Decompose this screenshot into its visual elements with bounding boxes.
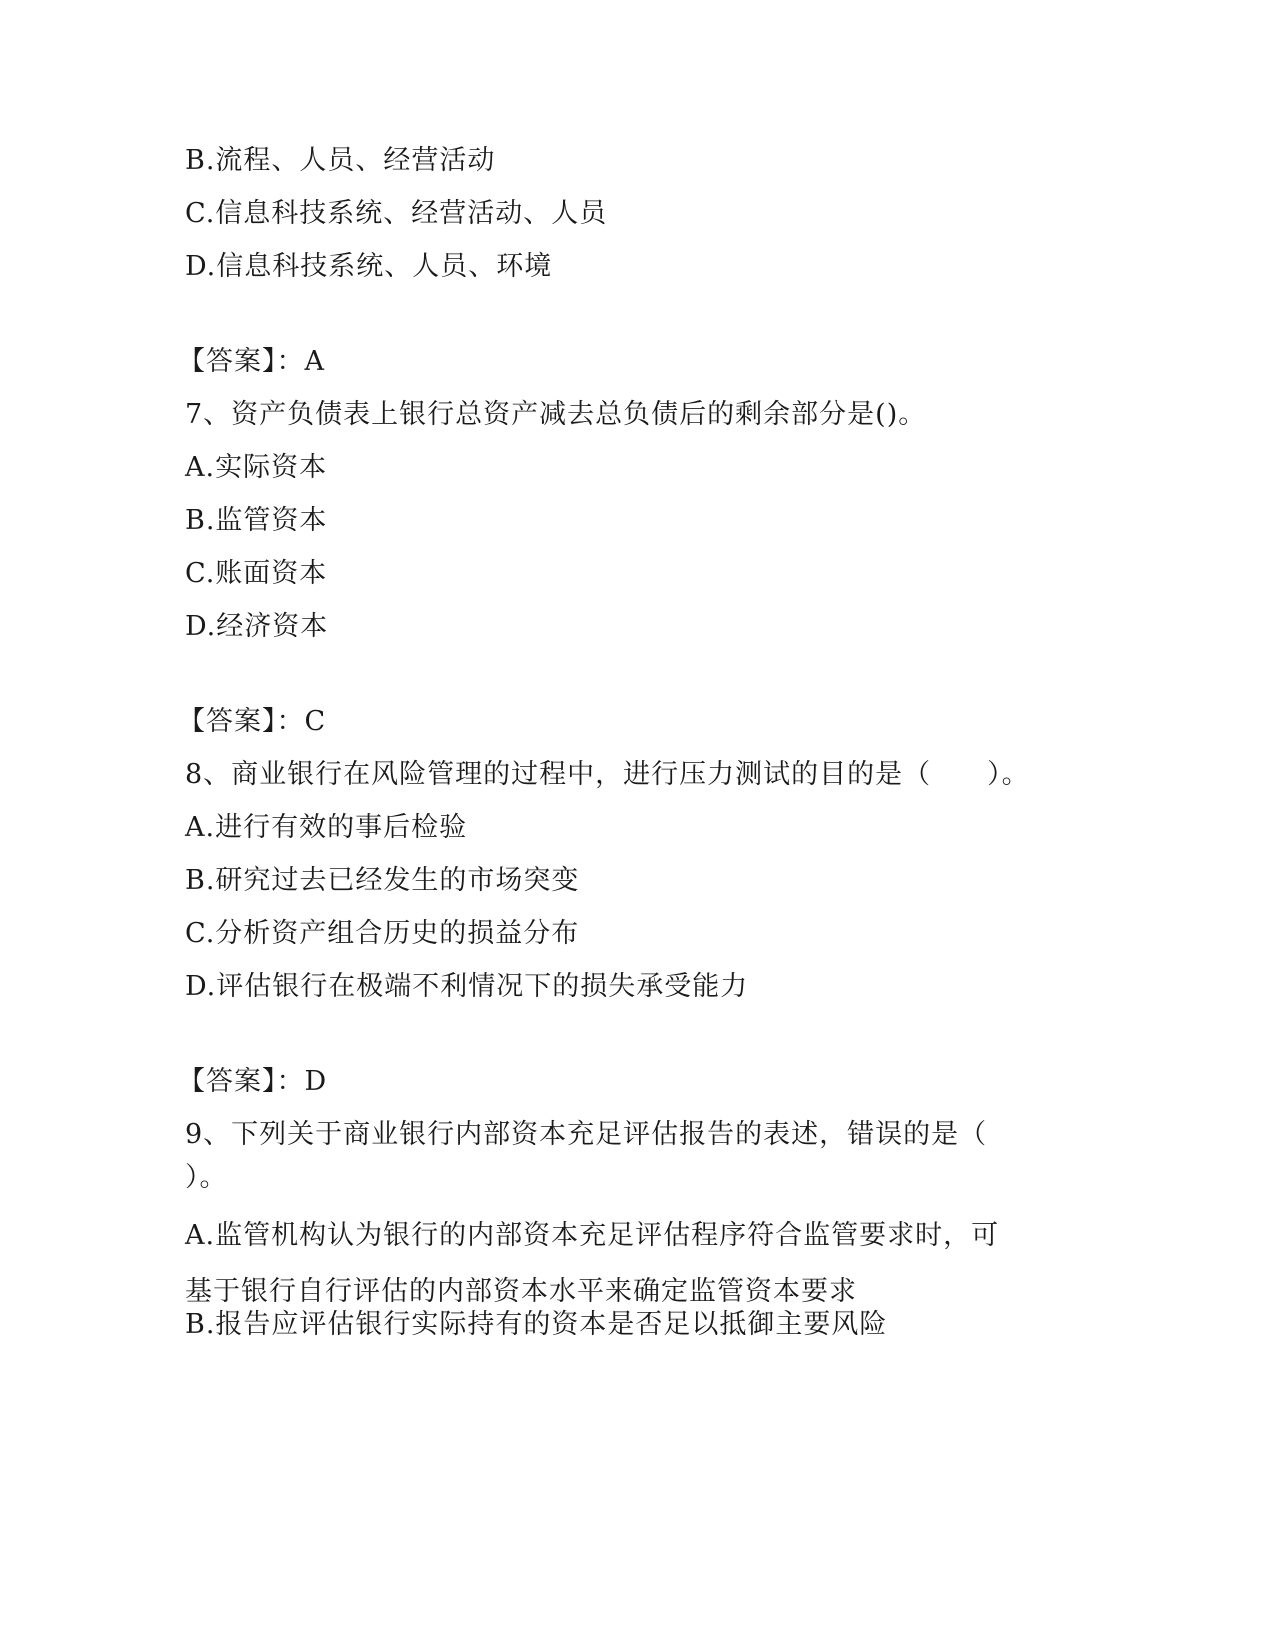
q7-option-a: A.实际资本 [185, 452, 328, 483]
q8-option-d: D.评估银行在极端不利情况下的损失承受能力 [185, 971, 749, 1002]
q8-stem: 8、商业银行在风险管理的过程中，进行压力测试的目的是（ ）。 [185, 759, 1030, 790]
q8-option-c: C.分析资产组合历史的损益分布 [185, 918, 580, 949]
q6-answer: 【答案】：A [178, 346, 325, 377]
q9-stem-line2: ）。 [185, 1162, 228, 1193]
q9-option-b: B.报告应评估银行实际持有的资本是否足以抵御主要风险 [185, 1309, 888, 1340]
q9-stem-line1: 9、下列关于商业银行内部资本充足评估报告的表述，错误的是（ [185, 1119, 988, 1150]
q6-option-d: D.信息科技系统、人员、环境 [185, 251, 553, 282]
q7-option-c: C.账面资本 [185, 558, 328, 589]
q8-option-b: B.研究过去已经发生的市场突变 [185, 865, 580, 896]
q9-option-a: A.监管机构认为银行的内部资本充足评估程序符合监管要求时，可基于银行自行评估的内部资本水平来确定监管资本要求 [185, 1220, 1000, 1307]
q8-answer: 【答案】：D [178, 1066, 328, 1097]
q7-stem: 7、资产负债表上银行总资产减去总负债后的剩余部分是()。 [185, 399, 927, 430]
q7-option-b: B.监管资本 [185, 505, 328, 536]
q6-option-c: C.信息科技系统、经营活动、人员 [185, 198, 608, 229]
q6-option-b: B.流程、人员、经营活动 [185, 145, 496, 176]
q8-option-a: A.进行有效的事后检验 [185, 812, 468, 843]
q7-answer: 【答案】：C [178, 706, 327, 737]
q7-option-d: D.经济资本 [185, 611, 329, 642]
